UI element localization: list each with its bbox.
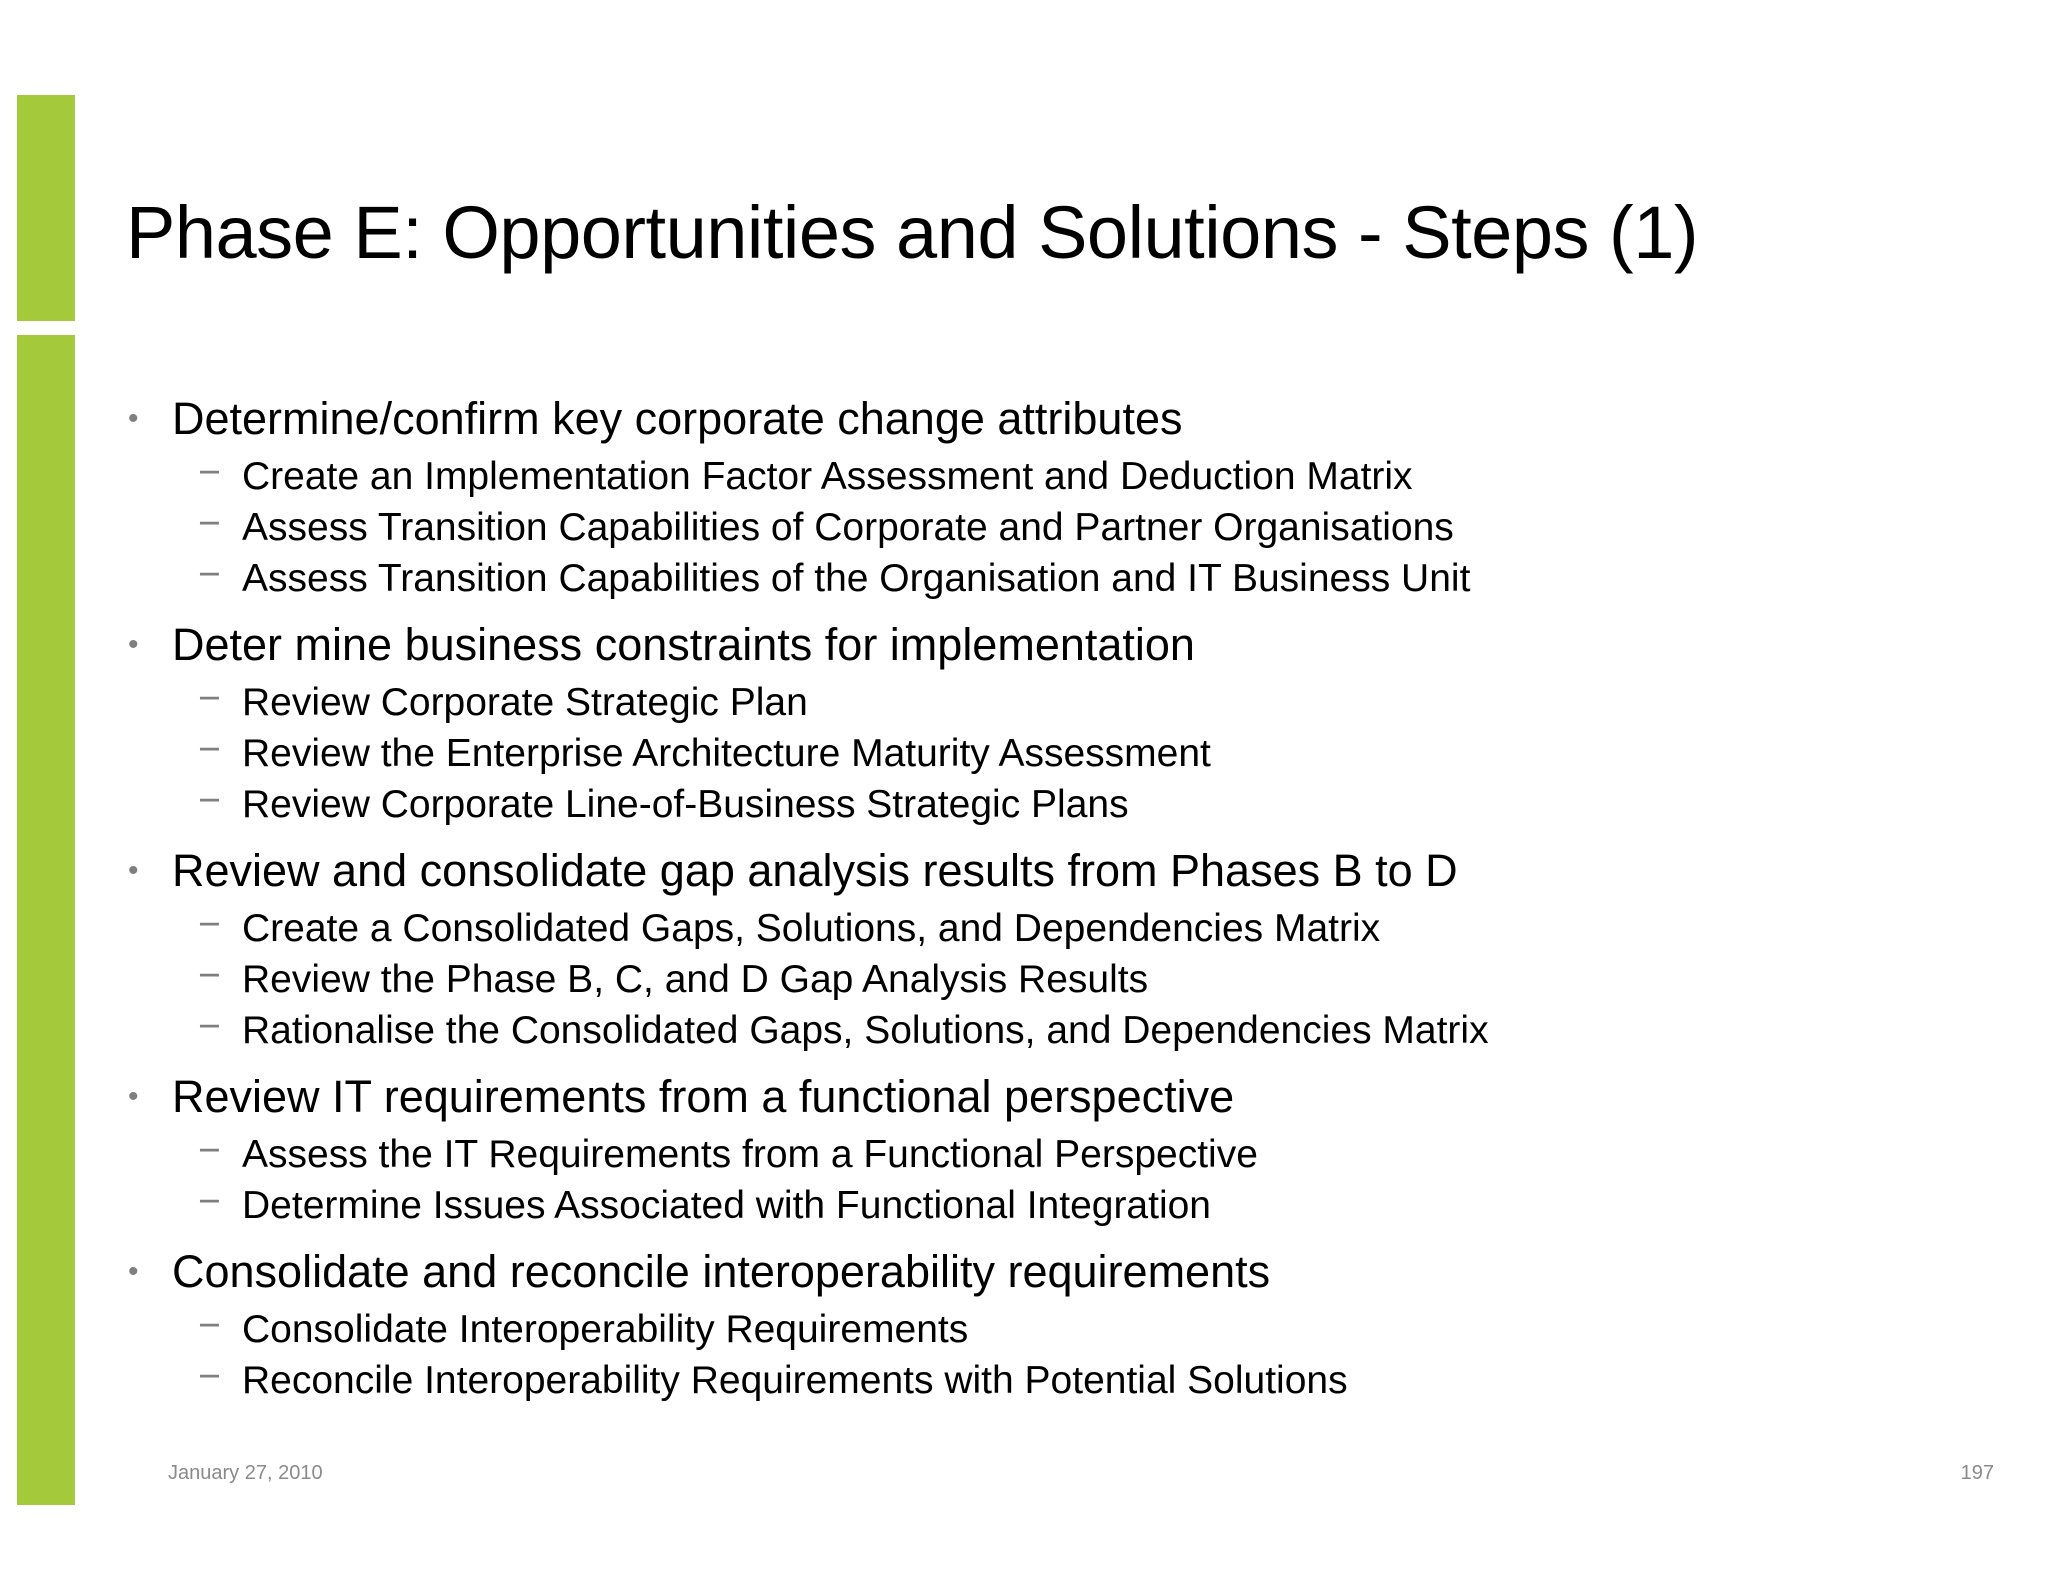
dash-icon: − <box>198 779 221 822</box>
dash-icon: − <box>198 451 221 494</box>
sub-bullet-item <box>126 1304 1976 1355</box>
sub-bullet-item <box>126 553 1976 604</box>
bullet-list <box>126 387 1976 1415</box>
sub-bullet-item <box>126 903 1976 954</box>
sub-bullet-item <box>126 451 1976 502</box>
sub-bullet-text: Assess Transition Capabilities of the Organisation and IT Business Unit <box>242 557 1471 600</box>
bullet-group <box>126 387 1976 604</box>
sub-bullet-item <box>126 677 1976 728</box>
bullet-group <box>126 1065 1976 1231</box>
slide-title: Phase E: Opportunities and Solutions - Steps (1) <box>126 191 1698 274</box>
bullet-item <box>126 839 1976 903</box>
sub-bullet-item <box>126 779 1976 830</box>
dash-icon: − <box>198 728 221 771</box>
bullet-text: Review and consolidate gap analysis results from Phases B to D <box>172 845 1458 896</box>
bullet-dot-icon: • <box>128 1080 139 1113</box>
dash-icon: − <box>198 677 221 720</box>
sub-bullet-item <box>126 1129 1976 1180</box>
sub-bullet-text: Review Corporate Strategic Plan <box>242 681 808 724</box>
dash-icon: − <box>198 1355 221 1398</box>
bullet-text: Deter mine business constraints for implementation <box>172 619 1195 670</box>
sub-bullet-text: Review the Enterprise Architecture Maturity Assessment <box>242 732 1211 775</box>
sub-bullet-item <box>126 502 1976 553</box>
dash-icon: − <box>198 1180 221 1223</box>
dash-icon: − <box>198 1304 221 1347</box>
dash-icon: − <box>198 903 221 946</box>
bullet-item <box>126 1240 1976 1304</box>
sub-bullet-item <box>126 1005 1976 1056</box>
sub-bullet-item <box>126 728 1976 779</box>
sub-bullet-text: Review Corporate Line-of-Business Strategic Plans <box>242 783 1129 826</box>
bullet-group <box>126 613 1976 830</box>
sub-bullet-text: Consolidate Interoperability Requirements <box>242 1308 969 1351</box>
bullet-text: Determine/confirm key corporate change attributes <box>172 393 1183 444</box>
sub-bullet-text: Reconcile Interoperability Requirements with Potential Solutions <box>242 1359 1348 1402</box>
accent-bar-bottom <box>17 335 75 1505</box>
sub-bullet-text: Create a Consolidated Gaps, Solutions, and Dependencies Matrix <box>242 907 1381 950</box>
sub-bullet-text: Determine Issues Associated with Functional Integration <box>242 1184 1212 1227</box>
sub-bullet-text: Assess the IT Requirements from a Functional Perspective <box>242 1133 1258 1176</box>
bullet-item <box>126 387 1976 451</box>
page-number: 197 <box>1960 1462 1994 1484</box>
dash-icon: − <box>198 954 221 997</box>
bullet-group <box>126 1240 1976 1406</box>
dash-icon: − <box>198 1005 221 1048</box>
sub-bullet-text: Review the Phase B, C, and D Gap Analysis Results <box>242 958 1149 1001</box>
bullet-dot-icon: • <box>128 854 139 887</box>
sub-bullet-text: Create an Implementation Factor Assessment and Deduction Matrix <box>242 455 1413 498</box>
bullet-text: Review IT requirements from a functional perspective <box>172 1071 1235 1122</box>
accent-bar-top <box>17 95 75 321</box>
bullet-group <box>126 839 1976 1056</box>
sub-bullet-text: Rationalise the Consolidated Gaps, Solutions, and Dependencies Matrix <box>242 1009 1489 1052</box>
dash-icon: − <box>198 502 221 545</box>
dash-icon: − <box>198 1129 221 1172</box>
bullet-item <box>126 613 1976 677</box>
bullet-item <box>126 1065 1976 1129</box>
sub-bullet-item <box>126 1355 1976 1406</box>
sub-bullet-item <box>126 954 1976 1005</box>
bullet-text: Consolidate and reconcile interoperability requirements <box>172 1246 1271 1297</box>
bullet-dot-icon: • <box>128 1255 139 1288</box>
dash-icon: − <box>198 553 221 596</box>
sub-bullet-text: Assess Transition Capabilities of Corporate and Partner Organisations <box>242 506 1454 549</box>
bullet-dot-icon: • <box>128 402 139 435</box>
sub-bullet-item <box>126 1180 1976 1231</box>
bullet-dot-icon: • <box>128 628 139 661</box>
footer-date: January 27, 2010 <box>168 1462 323 1484</box>
